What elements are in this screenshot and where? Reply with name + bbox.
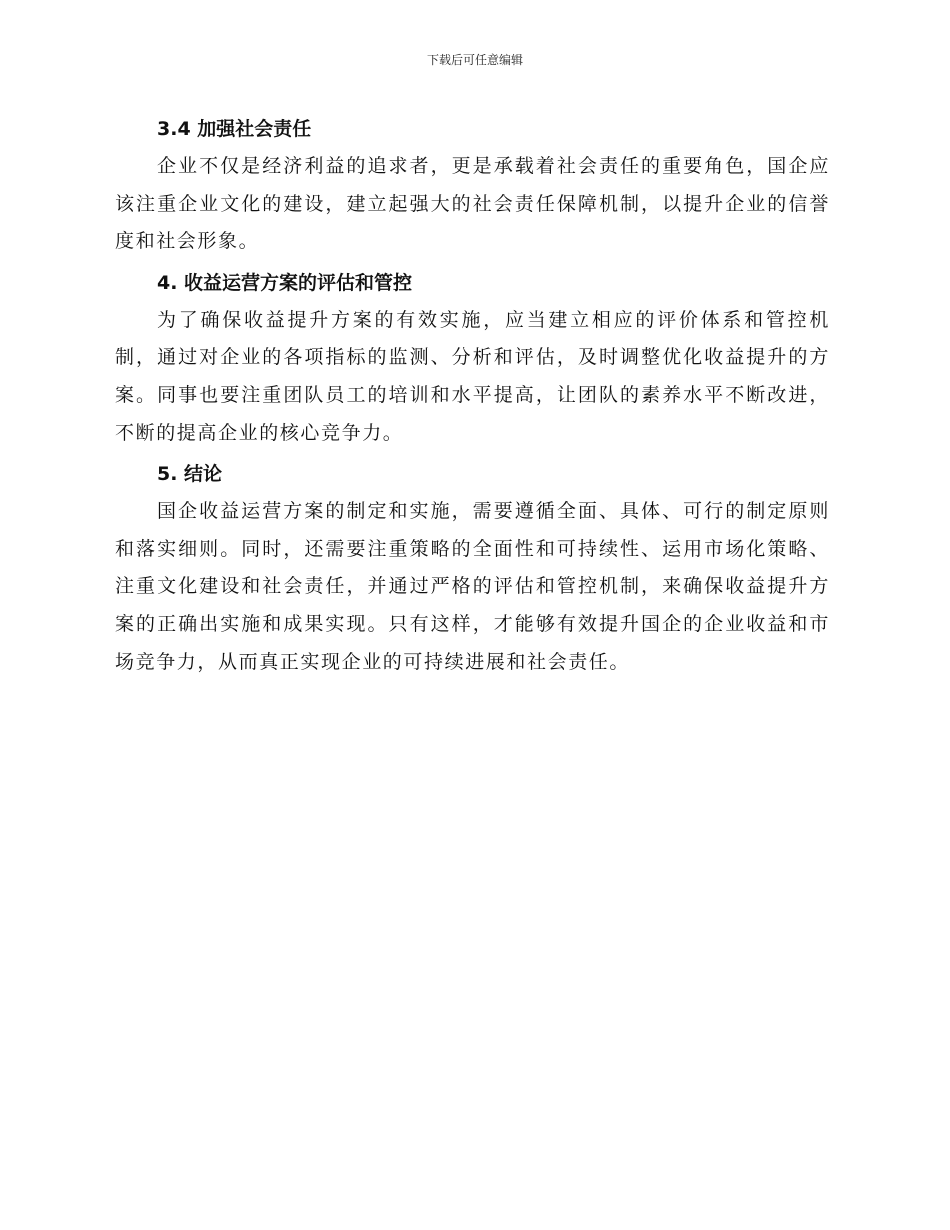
document-body <box>115 110 830 681</box>
section-heading-social-responsibility: 3.4 加强社会责任 <box>157 118 312 140</box>
section-heading-evaluation-control: 4. 收益运营方案的评估和管控 <box>157 271 413 294</box>
section-paragraph-social-responsibility: 企业不仅是经济利益的追求者，更是承载着社会责任的重要角色，国企应该注重企业文化的建设，建立起强大的社会责任保障机制，以提升企业的信誉度和社会形象。 <box>115 155 830 253</box>
section-heading-conclusion: 5. 结论 <box>157 463 223 486</box>
section-paragraph-evaluation-control: 为了确保收益提升方案的有效实施，应当建立相应的评价体系和管控机制，通过对企业的各项指标的监测、分析和评估，及时调整优化收益提升的方案。同事也要注重团队员工的培训和水平提高，让团队的素养水平不断改进，不断的提高企业的核心竞争力。 <box>115 308 830 444</box>
section-paragraph-conclusion: 国企收益运营方案的制定和实施，需要遵循全面、具体、可行的制定原则和落实细则。同时，还需要注重策略的全面性和可持续性、运用市场化策略、注重文化建设和社会责任，并通过严格的评估和管控机制，来确保收益提升方案的正确出实施和成果实现。只有这样，才能够有效提升国企的企业收益和市场竞争力，从而真正实现企业的可持续进展和社会责任。 <box>115 500 830 673</box>
page-header-note: 下载后可任意编辑 <box>426 53 523 67</box>
